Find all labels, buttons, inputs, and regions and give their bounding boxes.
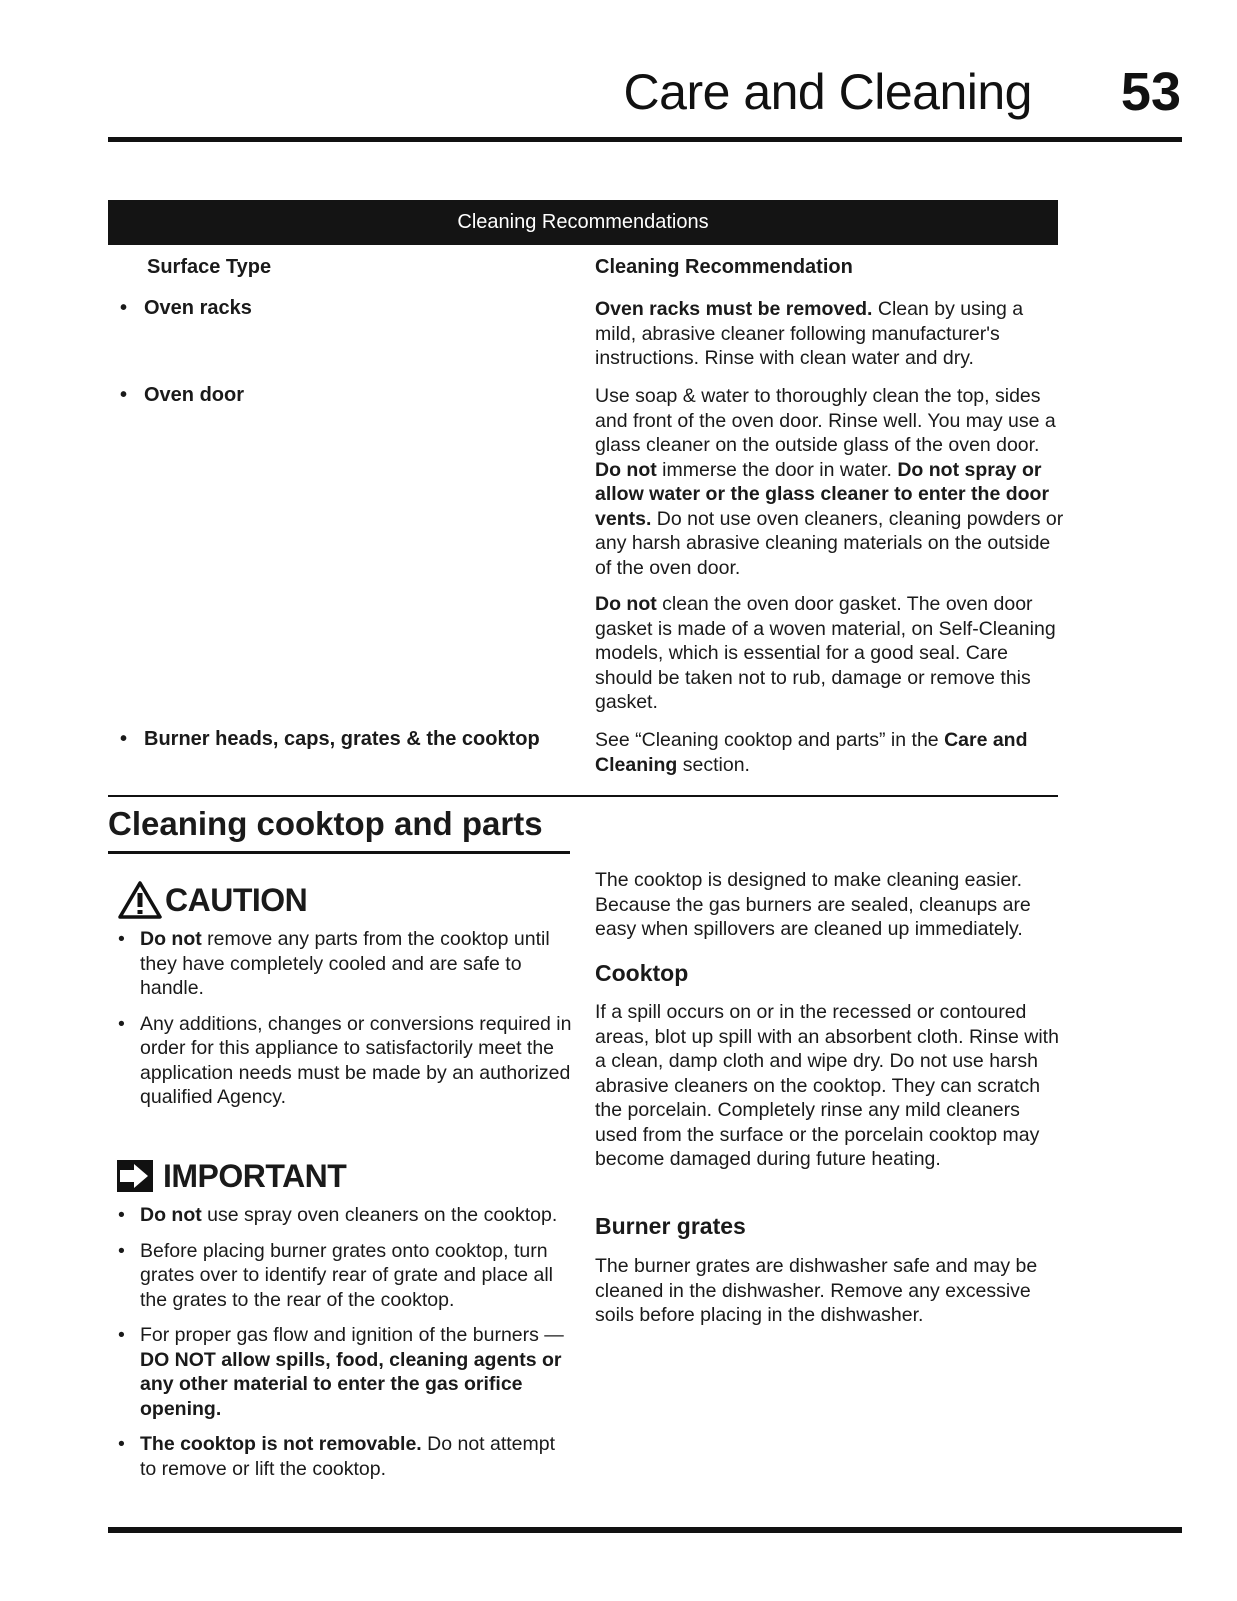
cooktop-paragraph [595,1000,1065,1172]
page-number: 53 [1120,62,1181,122]
item-bold: Do not [140,928,202,950]
rec-bold: Do not [595,458,657,481]
rec-bold: Do not [595,593,657,615]
section-title-rule [108,851,570,854]
list-item [118,1323,573,1421]
surface-label: Oven racks [144,297,252,319]
important-list [118,1203,573,1492]
section-title: Cleaning cooktop and parts [108,805,543,842]
column-header-surface: Surface Type [147,256,272,278]
rec-text: See “Cleaning cooktop and parts” in the [595,729,945,751]
table-row-surface: • Burner heads, caps, grates & the cooktop [120,728,540,750]
cooktop-heading: Cooktop [595,960,689,986]
surface-label: Oven door [144,384,245,406]
grates-paragraph [595,1254,1065,1328]
footer-rule [108,1527,1182,1533]
page-title: Care and Cleaning [623,64,1032,120]
list-item [118,1239,573,1313]
caution-heading [117,878,307,922]
table-row-recommendation [595,384,1065,715]
surface-label: Burner heads, caps, grates & the cooktop [144,728,540,750]
rec-text: section. [677,753,750,776]
rec-text: clean the oven door gasket. The oven door gasket is made of a woven material, on Self-Cleaning models, which is essential for a good seal. Care should be taken not to rub, damage or remove this gasket. [595,593,1056,713]
warning-triangle-icon [117,880,163,920]
list-item [118,1203,573,1228]
list-item [118,1432,573,1481]
item-text: remove any parts from the cooktop until they have completely cooled and are safe to handle. [140,928,550,999]
rec-bold: Care and Cleaning [595,729,1028,776]
column-header-recommendation: Cleaning Recommendation [595,256,853,278]
grates-heading: Burner grates [595,1213,746,1239]
caution-list [118,927,573,1121]
table-row-recommendation [595,728,1065,777]
header-rule [108,137,1182,142]
table-bottom-rule [108,795,1058,797]
important-arrow-icon [117,1159,153,1193]
item-bold: The cooktop is not removable. [140,1433,422,1455]
table-row-surface: • Oven door [120,384,245,406]
table-row-surface: • Oven racks [120,297,252,319]
cooktop-text: If a spill occurs on or in the recessed or contoured areas, blot up spill with an absorbent cloth. Rinse with a clean, damp cloth and wipe dry. Do not use harsh abrasive cleaners on the cooktop. They can scratch the porcelain. Completely rinse any mild cleaners used from the surface or the porcelain cooktop may become damaged during future heating. [595,1001,1059,1170]
rec-text: Clean by using a mild, abrasive cleaner following manufacturer's instructions. Rinse with clean water and dry. [595,298,1024,369]
grates-text: The burner grates are dishwasher safe and may be cleaned in the dishwasher. Remove any excessive soils before placing in the dishwasher. [595,1255,1038,1326]
item-text: Before placing burner grates onto cooktop, turn grates over to identify rear of grate and place all the grates to the rear of the cooktop. [140,1239,553,1311]
intro-paragraph [595,868,1065,942]
list-item [118,1012,573,1110]
table-title-bar: Cleaning Recommendations [108,200,1058,245]
important-heading [117,1154,346,1198]
item-text: For proper gas flow and ignition of the burners — [140,1324,564,1346]
intro-text: The cooktop is designed to make cleaning easier. Because the gas burners are sealed, cleanups are easy when spillovers are cleaned up immediately. [595,869,1031,940]
table-row-recommendation [595,297,1065,371]
important-label: IMPORTANT [163,1157,347,1194]
rec-text: Use soap & water to thoroughly clean the top, sides and front of the oven door. Rinse well. You may use a glass cleaner on the outside glass of the oven door. [595,385,1056,456]
rec-bold: Oven racks must be removed. [595,298,873,320]
rec-text: Do not use oven cleaners, cleaning powders or any harsh abrasive cleaning materials on the outside of the oven door. [595,507,1064,579]
item-text: use spray oven cleaners on the cooktop. [201,1204,558,1226]
item-text: Do not attempt to remove or lift the cooktop. [140,1433,556,1480]
rec-bold: Do not spray or allow water or the glass cleaner to enter the door vents. [595,458,1050,530]
list-item [118,927,573,1001]
item-bold: Do not [140,1204,202,1226]
caution-label: CAUTION [165,881,308,918]
item-text: Any additions, changes or conversions required in order for this appliance to satisfactorily meet the application needs must be made by an authorized qualified Agency. [140,1012,572,1108]
rec-text: immerse the door in water. [656,458,898,481]
item-bold: DO NOT allow spills, food, cleaning agents or any other material to enter the gas orifice opening. [140,1348,562,1420]
